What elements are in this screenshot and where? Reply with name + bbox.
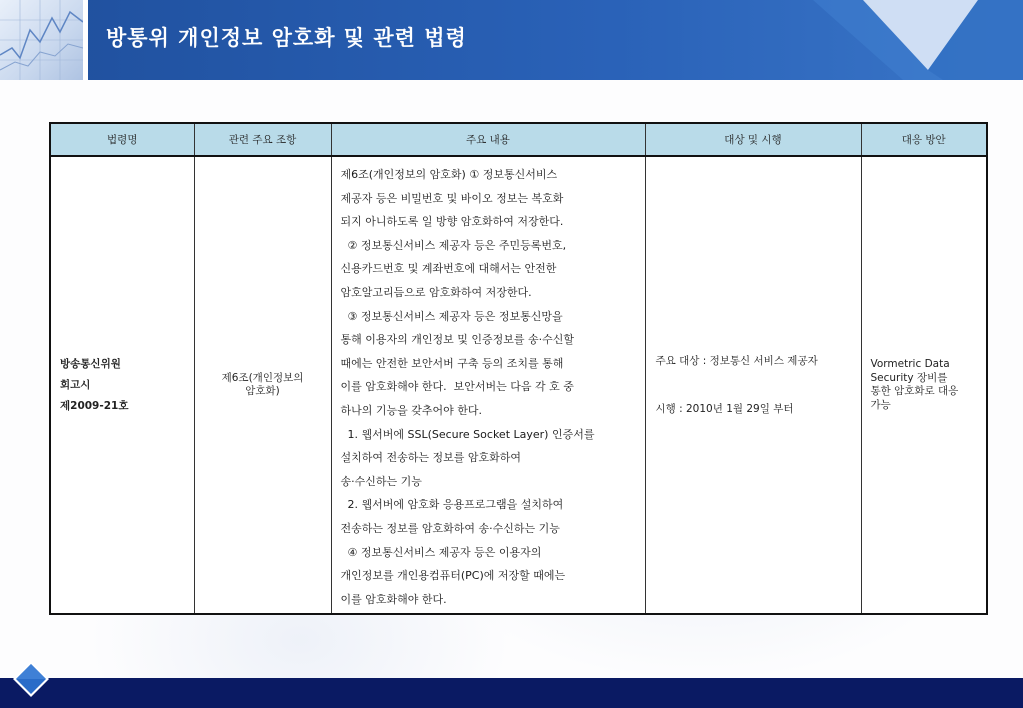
content-line: 1. 웹서버에 SSL(Secure Socket Layer) 인증서를 <box>340 427 595 441</box>
target-cell <box>645 156 861 614</box>
content-line: 2. 웹서버에 암호화 응용프로그램을 설치하여 <box>340 498 564 512</box>
response-line: Security 장비를 <box>870 371 948 384</box>
content-line: 이를 암호화해야 한다. 보안서버는 다음 각 호 중 <box>340 380 574 394</box>
content-line: 되지 아니하도록 일 방향 암호화하여 저장한다. <box>340 215 564 229</box>
content-line: 암호알고리듬으로 암호화하여 저장한다. <box>340 285 532 299</box>
content-line: 송·수신하는 기능 <box>340 474 422 488</box>
column-header-article: 관련 주요 조항 <box>194 123 331 156</box>
content-line: 개인정보를 개인용컴퓨터(PC)에 저장할 때에는 <box>340 569 566 583</box>
content-line: 설치하여 전송하는 정보를 암호화하여 <box>340 451 522 465</box>
article-line: 제6조(개인정보의 <box>221 372 304 385</box>
content-cell <box>331 156 645 614</box>
content-line: 제6조(개인정보의 암호화) ① 정보통신서비스 <box>340 168 558 181</box>
law-name-line: 회고시 <box>60 378 91 391</box>
content-line: 신용카드번호 및 계좌번호에 대해서는 안전한 <box>340 262 557 276</box>
law-name-line: 제2009-21호 <box>60 399 129 412</box>
response-line: Vormetric Data <box>870 358 950 371</box>
content-line: ④ 정보통신서비스 제공자 등은 이용자의 <box>340 545 542 559</box>
column-header-target: 대상 및 시행 <box>645 123 861 156</box>
column-header-content: 주요 내용 <box>331 123 645 156</box>
law-name-cell <box>50 156 194 614</box>
response-cell <box>861 156 987 614</box>
column-header-law: 법령명 <box>50 123 194 156</box>
effective-date-text: 시행 : 2010년 1월 29일 부터 <box>655 403 794 416</box>
footer-bar <box>0 678 1023 708</box>
article-line: 암호화) <box>245 385 280 398</box>
response-line: 가능 <box>870 398 891 411</box>
column-header-response: 대응 방안 <box>861 123 987 156</box>
content-line: 제공자 등은 비밀번호 및 바이오 정보는 복호화 <box>340 191 564 205</box>
law-table <box>49 122 988 615</box>
slide-title: 방통위 개인정보 암호화 및 관련 법령 <box>106 26 467 50</box>
content-line: ② 정보통신서비스 제공자 등은 주민등록번호, <box>340 238 567 252</box>
content-line: 하나의 기능을 갖추어야 한다. <box>340 403 482 417</box>
article-cell <box>194 156 331 614</box>
title-bar <box>0 0 1023 80</box>
table-row <box>50 156 987 614</box>
content-line: 통해 이용자의 개인정보 및 인증정보를 송·수신할 <box>340 333 574 347</box>
table-header-row <box>50 123 987 156</box>
response-line: 통한 암호화로 대응 <box>870 385 959 398</box>
diamond-icon <box>12 660 50 698</box>
target-text: 주요 대상 : 정보통신 서비스 제공자 <box>655 355 818 368</box>
content-line: 이를 암호화해야 한다. <box>340 592 447 606</box>
content-line: 전송하는 정보를 암호화하여 송·수신하는 기능 <box>340 521 560 535</box>
content-line: ③ 정보통신서비스 제공자 등은 정보통신망을 <box>340 309 563 323</box>
chart-thumbnail-icon <box>0 0 88 80</box>
content-line: 때에는 안전한 보안서버 구축 등의 조치를 통해 <box>340 356 564 370</box>
law-name-line: 방송통신위원 <box>60 357 121 370</box>
header-decoration <box>753 0 1023 80</box>
